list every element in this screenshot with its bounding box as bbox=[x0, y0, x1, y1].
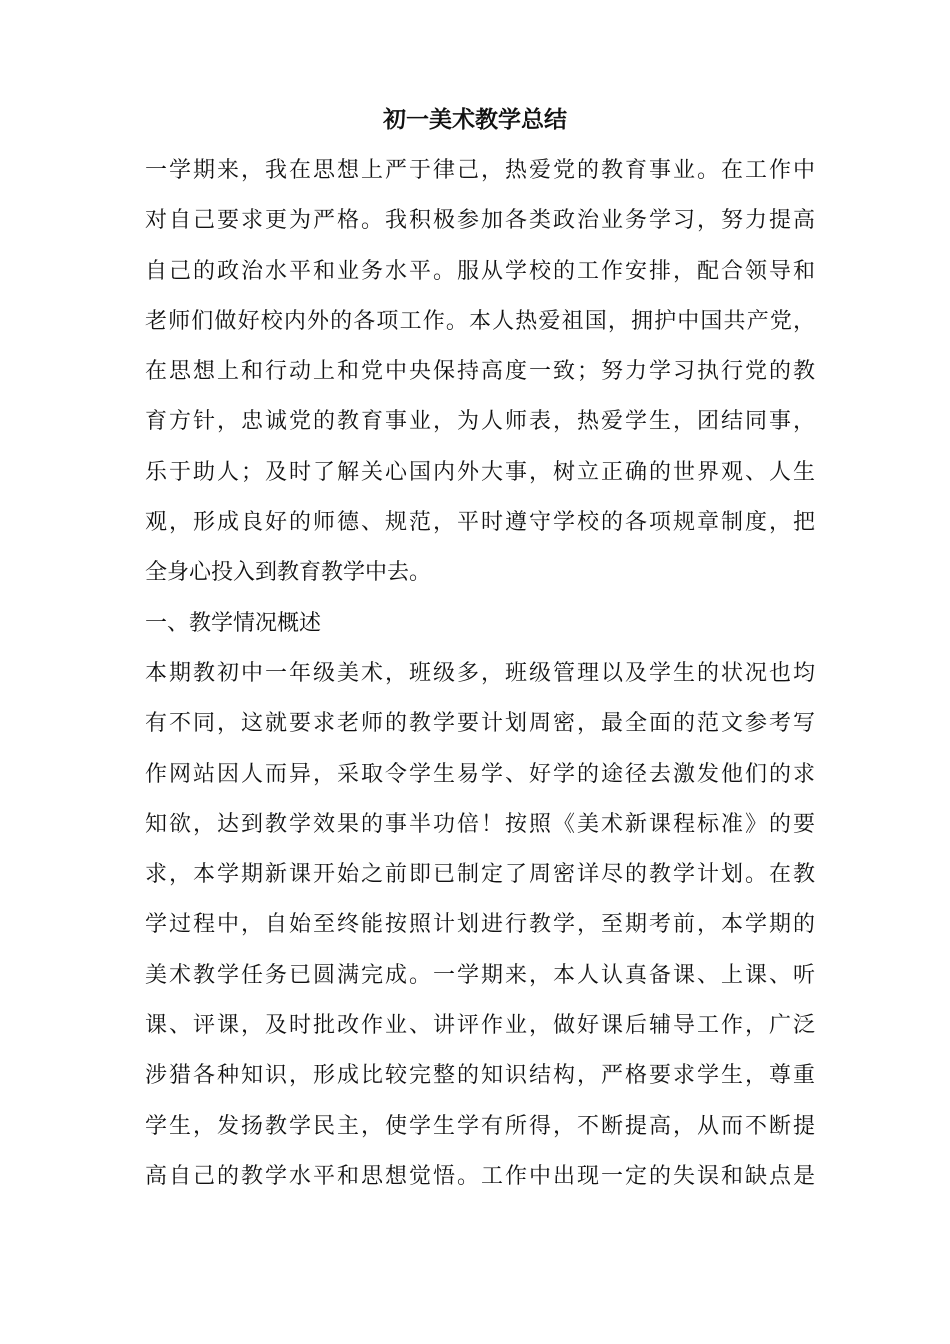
body-line: 一学期来，我在思想上严于律己，热爱党的教育事业。在工作中 bbox=[145, 158, 815, 183]
body-line: 美术教学任务已圆满完成。一学期来，本人认真备课、上课、听 bbox=[145, 962, 815, 988]
body-line: 在思想上和行动上和党中央保持高度一致；努力学习执行党的教 bbox=[145, 359, 815, 385]
body-line: 高自己的教学水平和思想觉悟。工作中出现一定的失误和缺点是 bbox=[145, 1163, 815, 1189]
body-line: 作网站因人而异，采取令学生易学、好学的途径去激发他们的求 bbox=[145, 761, 815, 787]
body-line: 对自己要求更为严格。我积极参加各类政治业务学习，努力提高 bbox=[145, 208, 815, 234]
body-line: 学生，发扬教学民主，使学生学有所得，不断提高，从而不断提 bbox=[145, 1113, 815, 1139]
body-line: 学过程中，自始至终能按照计划进行教学，至期考前，本学期的 bbox=[145, 912, 815, 938]
body-line: 育方针，忠诚党的教育事业，为人师表，热爱学生，团结同事， bbox=[145, 409, 815, 435]
body-line: 求，本学期新课开始之前即已制定了周密详尽的教学计划。在教 bbox=[145, 862, 815, 888]
body-line: 本期教初中一年级美术，班级多，班级管理以及学生的状况也均 bbox=[145, 660, 815, 686]
document-title: 初一美术教学总结 bbox=[383, 106, 567, 133]
body-line: 涉猎各种知识，形成比较完整的知识结构，严格要求学生，尊重 bbox=[145, 1063, 815, 1089]
document-body bbox=[145, 146, 815, 1202]
section-heading: 一、教学情况概述 bbox=[145, 610, 322, 636]
body-line: 全身心投入到教育教学中去。 bbox=[145, 560, 432, 586]
body-line: 课、评课，及时批改作业、讲评作业，做好课后辅导工作，广泛 bbox=[145, 1013, 815, 1039]
body-line: 自己的政治水平和业务水平。服从学校的工作安排，配合领导和 bbox=[145, 258, 815, 284]
body-line: 观，形成良好的师德、规范，平时遵守学校的各项规章制度，把 bbox=[145, 510, 815, 536]
body-line: 知欲，达到教学效果的事半功倍！按照《美术新课程标准》的要 bbox=[145, 811, 815, 837]
body-line: 乐于助人；及时了解关心国内外大事，树立正确的世界观、人生 bbox=[145, 459, 815, 485]
body-line: 老师们做好校内外的各项工作。本人热爱祖国，拥护中国共产党， bbox=[145, 308, 815, 334]
body-line: 有不同，这就要求老师的教学要计划周密，最全面的范文参考写 bbox=[145, 711, 815, 737]
